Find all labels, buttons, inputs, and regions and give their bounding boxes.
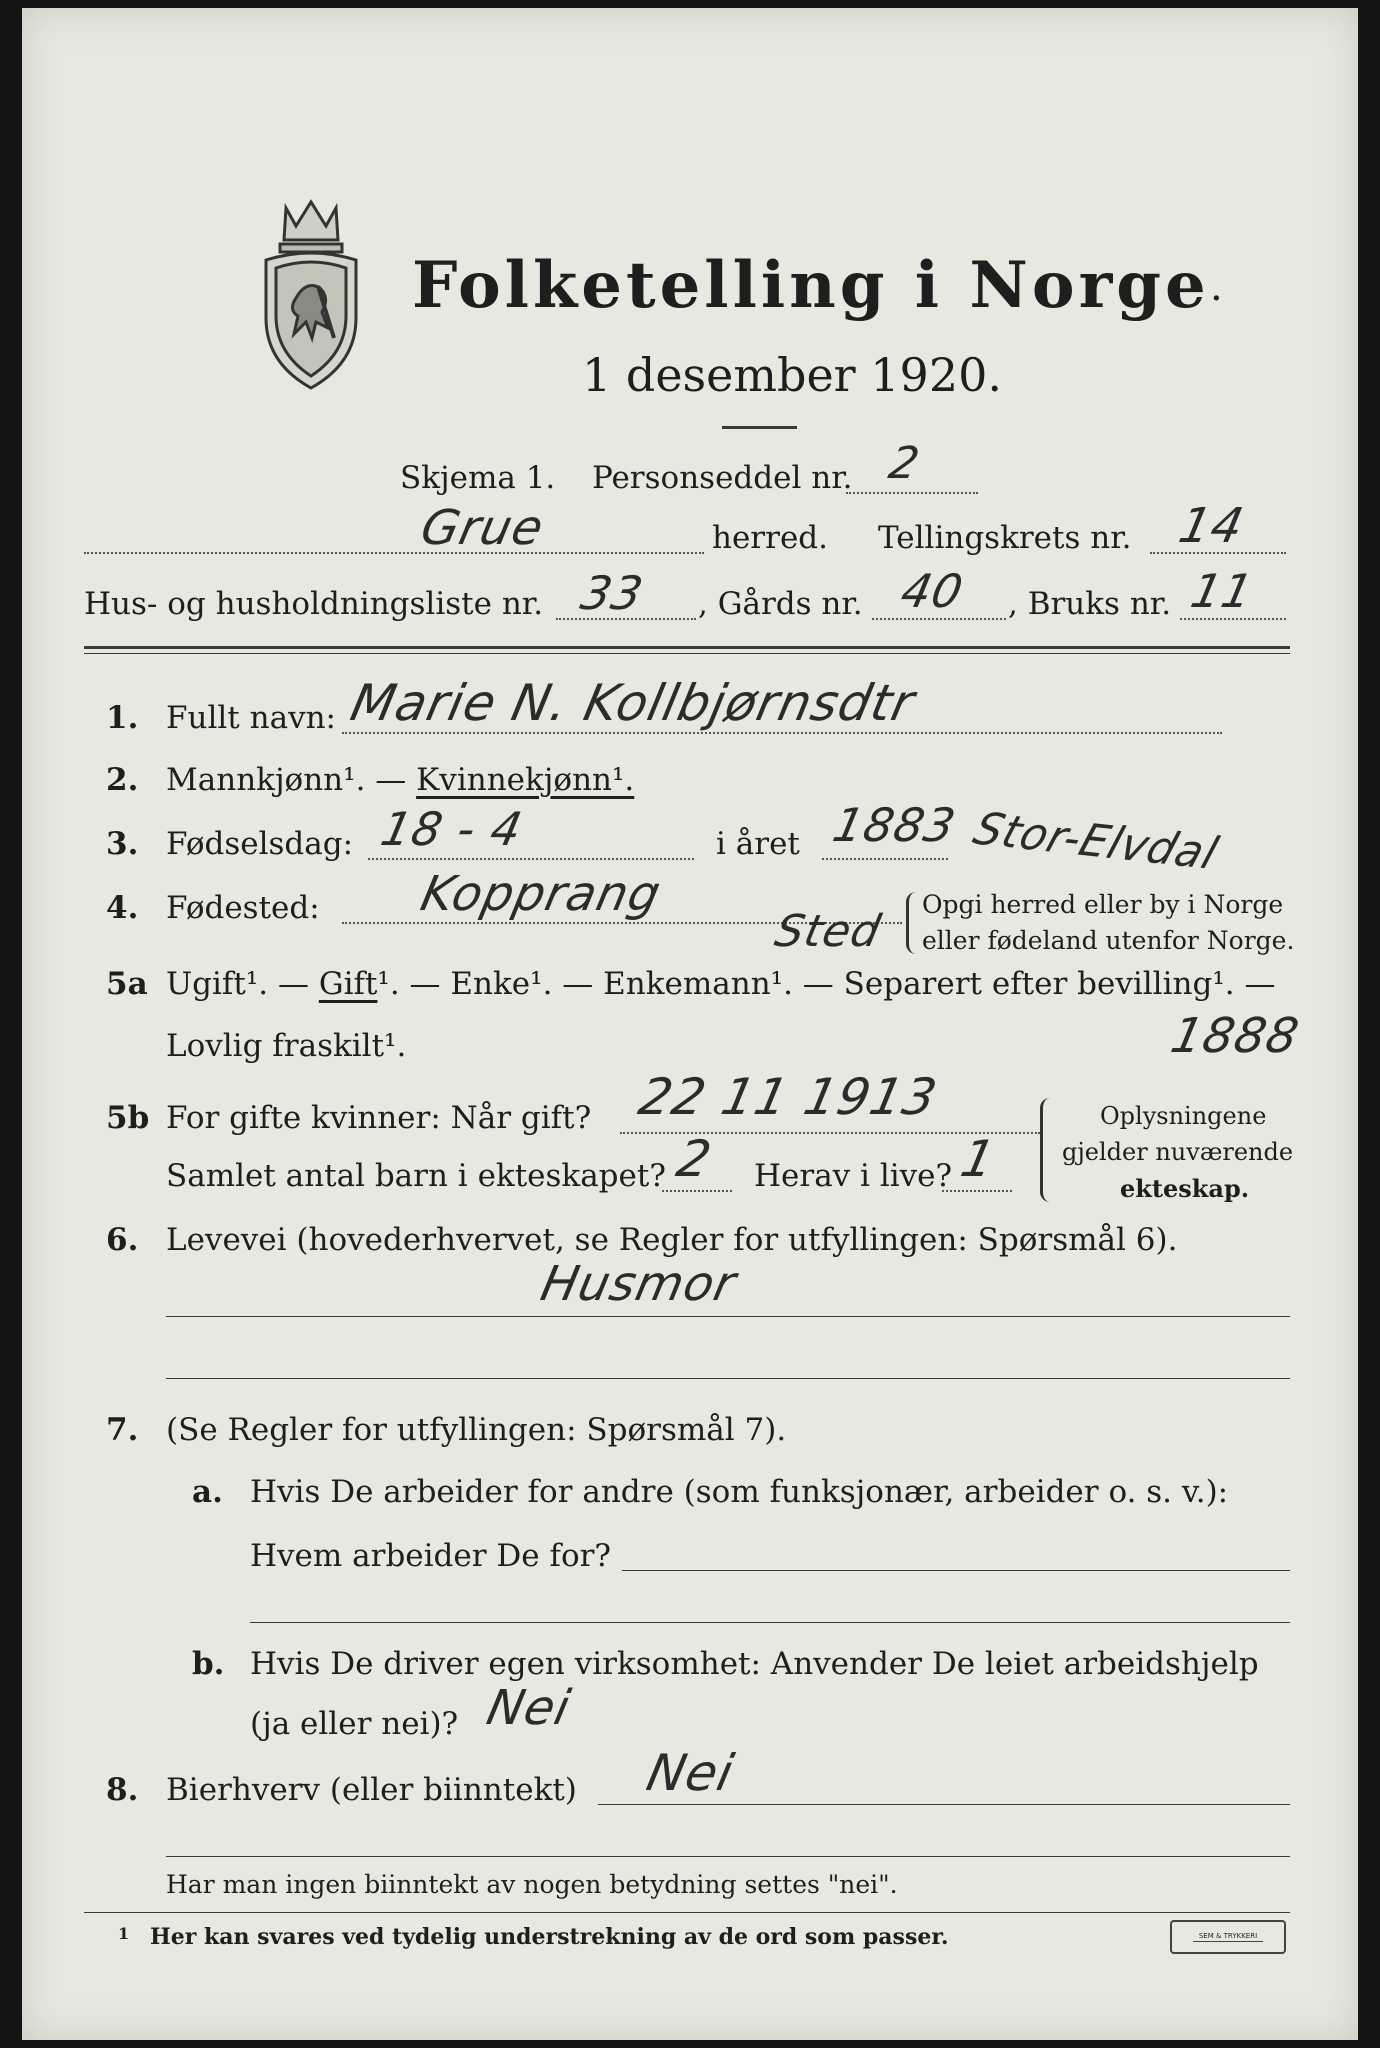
q2-label — [166, 762, 634, 798]
full-name-value[interactable]: Marie N. Kollbjørnsdtr — [345, 674, 921, 732]
marriage-brace — [1040, 1098, 1053, 1202]
q5b-label: For gifte kvinner: Når gift? — [166, 1100, 592, 1136]
gards-label: , Gårds nr. — [698, 586, 863, 622]
q3-label: Fødselsdag: — [166, 826, 354, 862]
birthplace-note-2: eller fødeland utenfor Norge. — [922, 926, 1295, 955]
marriage-note-3: ekteskap. — [1120, 1174, 1250, 1203]
q4-label: Fødested: — [166, 890, 320, 926]
q7a-text: Hvis De arbeider for andre (som funksjonær, arbeider o. s. v.): — [250, 1474, 1229, 1510]
marital-divorced-option[interactable]: Lovlig fraskilt¹. — [166, 1028, 407, 1064]
q1-label: Fullt navn: — [166, 700, 336, 736]
header-rule — [84, 646, 1290, 649]
printer-stamp-rule — [1193, 1941, 1263, 1942]
gards-value[interactable]: 40 — [896, 564, 969, 618]
q2-number: 2. — [106, 762, 139, 798]
tellingskrets-value[interactable]: 14 — [1174, 498, 1250, 554]
title-dot: · — [1210, 276, 1223, 322]
census-form-sheet — [22, 8, 1358, 2040]
q8-label: Bierhverv (eller biinntekt) — [166, 1772, 577, 1808]
hired-help-value[interactable]: Nei — [482, 1680, 576, 1736]
children-value[interactable]: 2 — [671, 1130, 717, 1188]
marital-other-options[interactable]: ¹. — Enke¹. — Enkemann¹. — Separert efter bevilling¹. — — [377, 966, 1276, 1002]
marital-married-option[interactable]: Gift — [318, 966, 378, 1002]
side-income-line-2 — [166, 1856, 1290, 1857]
employer-field[interactable] — [622, 1570, 1290, 1571]
employer-field-2[interactable] — [250, 1622, 1290, 1623]
tellingskrets-label: Tellingskrets nr. — [878, 520, 1132, 556]
title-divider — [722, 426, 797, 429]
q5a-number: 5a — [106, 966, 148, 1002]
form-date: 1 desember 1920. — [582, 348, 1002, 402]
birthplace-value-2[interactable]: Sted — [770, 906, 886, 957]
birthplace-value[interactable]: Kopprang — [416, 866, 667, 922]
gender-male-option[interactable]: Mannkjønn¹. — — [166, 762, 417, 798]
q6-number: 6. — [106, 1222, 139, 1258]
personseddel-label: Personseddel nr. — [592, 460, 853, 496]
birthplace-brace — [906, 892, 919, 954]
alive-label: Herav i live? — [754, 1158, 953, 1194]
marriage-note-2: gjelder nuværende — [1062, 1138, 1294, 1166]
herred-value[interactable]: Grue — [416, 500, 549, 556]
printer-stamp — [1170, 1920, 1286, 1954]
children-label: Samlet antal barn i ekteskapet? — [166, 1158, 666, 1194]
q4-number: 4. — [106, 890, 139, 926]
occupation-value[interactable]: Husmor — [536, 1256, 742, 1312]
husholdning-label: Hus- og husholdningsliste nr. — [84, 586, 544, 622]
q7-label: (Se Regler for utfyllingen: Spørsmål 7). — [166, 1412, 787, 1448]
birthday-value[interactable]: 18 - 4 — [376, 802, 528, 856]
q7a-letter: a. — [192, 1474, 223, 1510]
skjema-label: Skjema 1. — [400, 460, 556, 496]
birth-year-value[interactable]: 1883 — [828, 798, 961, 852]
q5b-number: 5b — [106, 1100, 150, 1136]
footer-rule — [84, 1912, 1290, 1913]
footnote: Her kan svares ved tydelig understrekning av de ord som passer. — [150, 1924, 949, 1950]
herred-label: herred. — [712, 520, 828, 556]
occupation-line-2 — [166, 1378, 1290, 1379]
birth-extra-value[interactable]: Stor-Elvdal — [967, 803, 1225, 880]
husholdning-value[interactable]: 33 — [576, 566, 649, 620]
q1-number: 1. — [106, 700, 139, 736]
footnote-mark: 1 — [118, 1924, 130, 1943]
q8-number: 8. — [106, 1772, 139, 1808]
q6-label: Levevei (hovederhvervet, se Regler for utfyllingen: Spørsmål 6). — [166, 1222, 1178, 1258]
printer-stamp-text: SEM & TRYKKERI — [1198, 1932, 1258, 1940]
side-income-value[interactable]: Nei — [641, 1744, 740, 1802]
form-title: Folketelling i Norge — [412, 248, 1210, 323]
occupation-line-1 — [166, 1316, 1290, 1317]
bruks-label: , Bruks nr. — [1008, 586, 1172, 622]
marital-status-line — [166, 966, 1275, 1002]
personseddel-value[interactable]: 2 — [884, 438, 925, 489]
bruks-value[interactable]: 11 — [1186, 564, 1259, 618]
marital-unmarried-option[interactable]: Ugift¹. — — [166, 966, 319, 1002]
married-date-value[interactable]: 22 11 1913 — [633, 1068, 943, 1126]
alive-value[interactable]: 1 — [955, 1130, 1001, 1188]
q7b-question: (ja eller nei)? — [250, 1706, 459, 1742]
marriage-note-1: Oplysningene — [1100, 1102, 1267, 1130]
marital-extra-value[interactable]: 1888 — [1166, 1008, 1305, 1064]
birthplace-note-1: Opgi herred eller by i Norge — [922, 890, 1284, 919]
norwegian-coat-of-arms-icon — [246, 188, 376, 398]
q7a-question: Hvem arbeider De for? — [250, 1538, 612, 1574]
q7b-text: Hvis De driver egen virksomhet: Anvender De leiet arbeidshjelp — [250, 1646, 1259, 1682]
q3-year-label: i året — [716, 826, 800, 862]
q3-number: 3. — [106, 826, 139, 862]
q7b-letter: b. — [192, 1646, 225, 1682]
footer-note: Har man ingen biinntekt av nogen betydning settes "nei". — [166, 1870, 898, 1899]
q7-number: 7. — [106, 1412, 139, 1448]
gender-female-option[interactable]: Kvinnekjønn¹. — [416, 762, 635, 798]
